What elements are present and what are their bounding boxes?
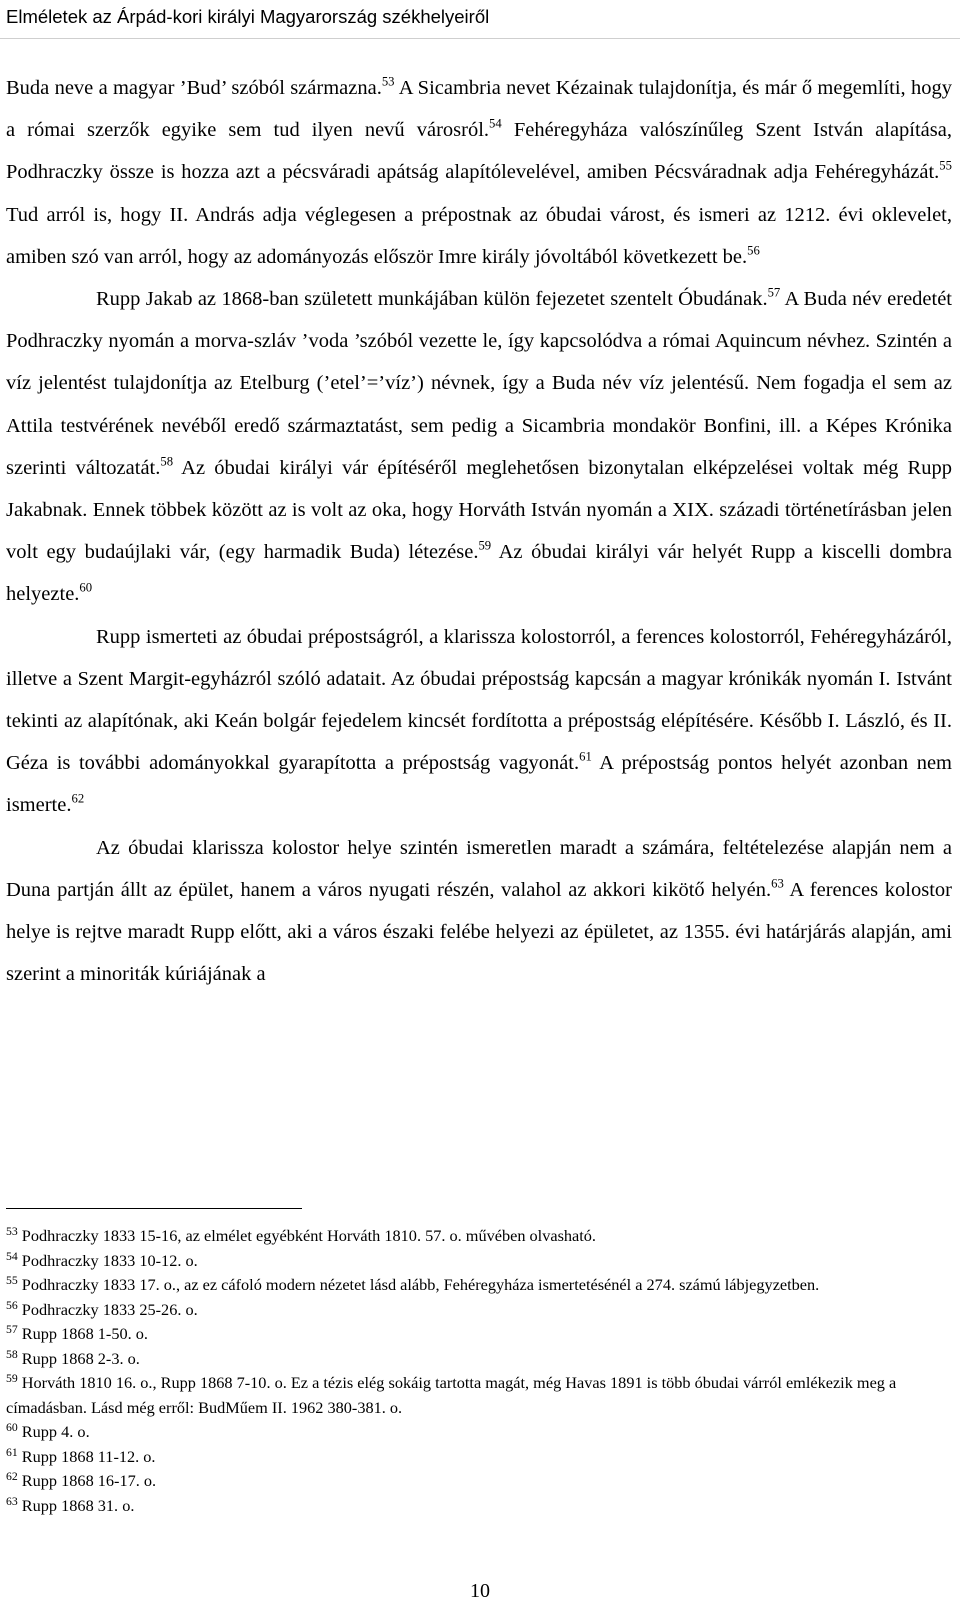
footnote-number: 55 xyxy=(6,1274,18,1288)
text-segment: Az óbudai klarissza kolostor helye szintén ismeretlen maradt a számára, feltételezése alapján nem a Duna partján állt az épület, hanem a város nyugati részén, valahol az akkori kikötő helyén. xyxy=(6,836,952,901)
footnote-reference[interactable]: 58 xyxy=(160,454,174,469)
footnote-number: 58 xyxy=(6,1347,18,1361)
footnote-text: Rupp 1868 2-3. o. xyxy=(17,1348,140,1368)
text-segment: A prépostság pontos helyét azonban nem ismerte. xyxy=(6,752,952,817)
footnote xyxy=(6,1347,952,1372)
footnote-reference[interactable]: 54 xyxy=(489,116,502,131)
footnote xyxy=(6,1445,952,1470)
footnote xyxy=(6,1298,952,1323)
footnote-number: 59 xyxy=(6,1372,18,1386)
text-segment: Fehéregyháza valószínűleg Szent István alapítása, Podhraczky össze is hozza azt a pécsváradi apátság alapítólevelével, amiben Pécsváradnak adja Fehéregyházát. xyxy=(6,119,952,184)
running-header xyxy=(0,0,960,39)
footnote xyxy=(6,1249,952,1274)
footnote xyxy=(6,1224,952,1249)
footnote-number: 60 xyxy=(6,1421,18,1435)
footnote xyxy=(6,1494,952,1519)
text-segment: Az óbudai királyi vár helyét Rupp a kiscelli dombra helyezte. xyxy=(6,541,953,606)
footnote-number: 61 xyxy=(6,1445,18,1459)
text-segment: A Buda név eredetét Podhraczky nyomán a morva-szláv ’voda ’szóból vezette le, így kapcsolódva a római Aquincum névhez. Szintén a víz jelentést tulajdonítja az Etelburg (’etel’=’víz’) névnek, így a Buda név víz jelentésű. Nem fogadja el sem az Attila testvérének nevéből eredő származtatást, sem pedig a Sicambria mondakör Bonfini, ill. a Képes Krónika szerinti változatát. xyxy=(6,288,953,479)
footnote-text: Rupp 1868 31. o. xyxy=(17,1495,135,1515)
footnote-number: 54 xyxy=(6,1249,18,1263)
footnote xyxy=(6,1469,952,1494)
footnote-reference[interactable]: 61 xyxy=(579,749,592,764)
footnote-text: Horváth 1810 16. o., Rupp 1868 7-10. o. Ez a tézis elég sokáig tartotta magát, még Havas 1891 is több óbudai várról emlékezik meg a címadásban. Lásd még erről: BudMűem II. 1962 380-381. o. xyxy=(6,1373,897,1417)
text-segment: A Sicambria nevet Kézainak tulajdonítja, és már ő megemlíti, hogy a római szerzők egyike sem tud ilyen nevű városról. xyxy=(6,77,952,142)
footnote-text: Rupp 4. o. xyxy=(17,1422,90,1441)
footnote-text: Rupp 1868 11-12. o. xyxy=(17,1446,156,1466)
footnote-reference[interactable]: 55 xyxy=(939,158,952,173)
paragraph xyxy=(6,278,952,616)
text-segment: Rupp Jakab az 1868-ban született munkájában külön fejezetet szentelt Óbudának. xyxy=(96,288,768,311)
footnote-reference[interactable]: 57 xyxy=(767,285,781,300)
text-segment: Buda neve a magyar ’Bud’ szóból származna. xyxy=(6,77,382,99)
footnotes xyxy=(6,1224,952,1518)
text-segment: A ferences kolostor helye is rejtve maradt Rupp előtt, aki a város északi felébe helyezi az épületet, az 1355. évi határjárás alapján, ami szerint a minoriták kúriájának a xyxy=(6,878,952,986)
footnote xyxy=(6,1371,952,1420)
footnote-number: 56 xyxy=(6,1298,18,1312)
footnote-separator xyxy=(6,1208,302,1209)
footnote-reference[interactable]: 63 xyxy=(771,876,784,891)
paragraph xyxy=(6,67,952,278)
footnote-text: Podhraczky 1833 17. o., az ez cáfoló modern nézetet lásd alább, Fehéregyháza ismertetésénél a 274. számú lábjegyzetben. xyxy=(17,1275,820,1294)
footnote-text: Podhraczky 1833 15-16, az elmélet egyébként Horváth 1810. 57. o. művében olvasható. xyxy=(17,1226,597,1245)
footnote-number: 62 xyxy=(6,1470,18,1484)
page-number: 10 xyxy=(470,1580,490,1602)
main-text xyxy=(6,67,952,995)
footnote-reference[interactable]: 59 xyxy=(478,538,492,553)
paragraph xyxy=(6,827,952,996)
header-title: Elméletek az Árpád-kori királyi Magyarország székhelyeiről xyxy=(6,6,490,27)
footnote-reference[interactable]: 53 xyxy=(381,74,395,89)
footnote-text: Podhraczky 1833 25-26. o. xyxy=(17,1299,198,1319)
footnote xyxy=(6,1420,952,1445)
footnote-text: Podhraczky 1833 10-12. o. xyxy=(17,1250,198,1270)
footnote-number: 53 xyxy=(6,1225,18,1239)
footnote-number: 63 xyxy=(6,1494,18,1508)
footnote-text: Rupp 1868 1-50. o. xyxy=(17,1324,148,1343)
footnote-reference[interactable]: 56 xyxy=(747,243,760,258)
footnote-reference[interactable]: 62 xyxy=(71,791,85,806)
footnote-reference[interactable]: 60 xyxy=(79,580,93,595)
text-segment: Tud arról is, hogy II. András adja véglegesen a prépostnak az óbudai várost, és ismeri az 1212. évi oklevelet, amiben szó van arról, hogy az adományozás először Imre király jóvoltából következett be. xyxy=(6,203,952,268)
footnote xyxy=(6,1322,952,1347)
footnote-number: 57 xyxy=(6,1323,18,1337)
footnote xyxy=(6,1273,952,1298)
paragraph xyxy=(6,616,952,827)
text-segment: Az óbudai királyi vár építéséről meglehetősen bizonytalan elképzelései voltak még Rupp Jakabnak. Ennek többek között az is volt az oka, hogy Horváth István nyomán a XIX. századi történetírásban jelen volt egy budaújlaki vár, (egy harmadik Buda) létezése. xyxy=(6,456,952,564)
footnote-text: Rupp 1868 16-17. o. xyxy=(17,1471,157,1490)
text-segment: Rupp ismerteti az óbudai prépostságról, a klarissza kolostorról, a ferences kolostorról, Fehéregyházáról, illetve a Szent Margit-egyházról szóló adatait. Az óbudai prépostság kapcsán a magyar krónikák nyomán I. Istvánt tekinti az alapítónak, aki Keán bolgár fejedelem kincsét fordította a prépostság elépítésére. Később I. László, és II. Géza is további adományokkal gyarapította a prépostság vagyonát. xyxy=(6,625,952,775)
